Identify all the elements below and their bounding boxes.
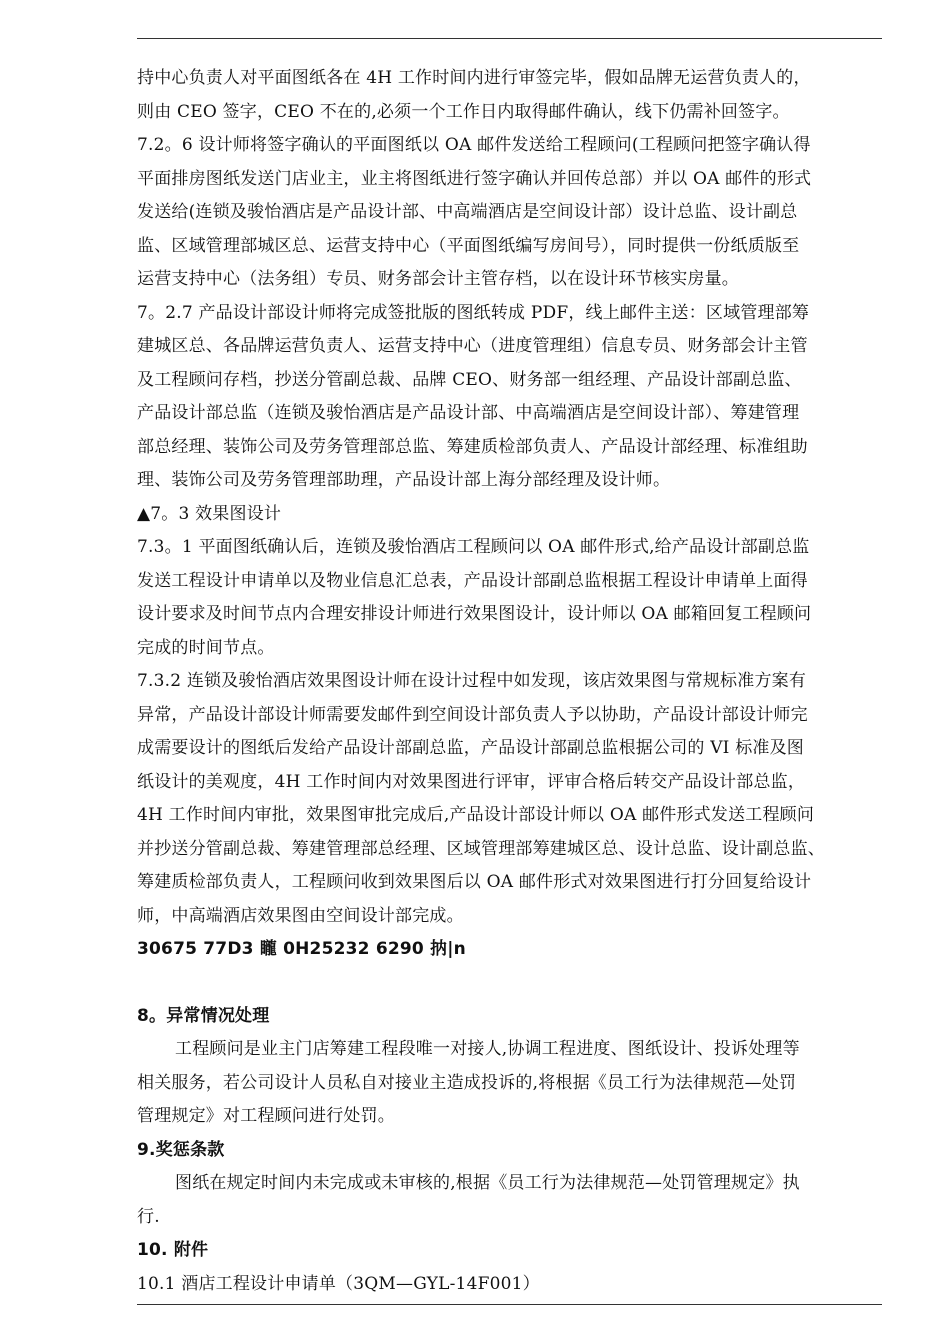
clause-7-3-1: 7.3。1 平面图纸确认后，连锁及骏怡酒店工程顾问以 OA 邮件形式,给产品设计部副总监 bbox=[137, 537, 810, 557]
clause-7-2-6: 7.2。6 设计师将签字确认的平面图纸以 OA 邮件发送给工程顾问(工程顾问把签字确认得 bbox=[137, 135, 811, 155]
section-8-line: 相关服务，若公司设计人员私自对接业主造成投诉的,将根据《员工行为法律规范—处罚 bbox=[137, 1072, 797, 1093]
section-8-line: 工程顾问是业主门店筹建工程段唯一对接人,协调工程进度、图纸设计、投诉处理等 bbox=[175, 1039, 800, 1059]
section-7-3-heading: ▲7。3 效果图设计 bbox=[137, 503, 282, 524]
section-9-heading: 9.奖惩条款 bbox=[137, 1139, 225, 1160]
body-line: 筹建质检部负责人，工程顾问收到效果图后以 OA 邮件形式对效果图进行打分回复给设计 bbox=[137, 872, 812, 892]
body-line: 完成的时间节点。 bbox=[137, 637, 275, 658]
section-9-line: 行. bbox=[137, 1206, 160, 1227]
body-line: 平面排房图纸发送门店业主，业主将图纸进行签字确认并回传总部）并以 OA 邮件的形式 bbox=[137, 168, 812, 189]
footer-rule bbox=[137, 1304, 882, 1305]
body-line: 异常，产品设计部设计师需要发邮件到空间设计部负责人予以协助，产品设计部设计师完 bbox=[137, 704, 808, 725]
section-8-heading: 8。异常情况处理 bbox=[137, 1005, 270, 1026]
body-line: 及工程顾问存档，抄送分管副总裁、品牌 CEO、财务部一组经理、产品设计部副总监、 bbox=[137, 369, 802, 390]
section-8-line: 管理规定》对工程顾问进行处罚。 bbox=[137, 1106, 395, 1126]
body-line: 产品设计部总监（连锁及骏怡酒店是产品设计部、中高端酒店是空间设计部）、筹建管理 bbox=[137, 403, 800, 423]
body-line: 纸设计的美观度，4H 工作时间内对效果图进行评审，评审合格后转交产品设计部总监， bbox=[137, 771, 806, 792]
body-line: 并抄送分管副总裁、筹建管理部总经理、区域管理部筹建城区总、设计总监、设计副总监、 bbox=[137, 838, 825, 859]
section-10-heading: 10. 附件 bbox=[137, 1240, 209, 1260]
clause-7-3-2: 7.3.2 连锁及骏怡酒店效果图设计师在设计过程中如发现，该店效果图与常规标准方案有 bbox=[137, 671, 807, 691]
section-9-line: 图纸在规定时间内未完成或未审核的,根据《员工行为法律规范—处罚管理规定》执 bbox=[175, 1173, 800, 1193]
body-line: 发送工程设计申请单以及物业信息汇总表，产品设计部副总监根据工程设计申请单上面得 bbox=[137, 570, 808, 591]
body-line: 理、装饰公司及劳务管理部助理，产品设计部上海分部经理及设计师。 bbox=[137, 470, 671, 490]
body-line: 设计要求及时间节点内合理安排设计师进行效果图设计，设计师以 OA 邮箱回复工程顾问 bbox=[137, 604, 812, 624]
body-line: 运营支持中心（法务组）专员、财务部会计主管存档，以在设计环节核实房量。 bbox=[137, 269, 739, 289]
body-line: 监、区域管理部城区总、运营支持中心（平面图纸编写房间号），同时提供一份纸质版至 bbox=[137, 235, 800, 256]
body-line: 发送给(连锁及骏怡酒店是产品设计部、中高端酒店是空间设计部）设计总监、设计副总 bbox=[137, 202, 798, 222]
attachment-item: 10.1 酒店工程设计申请单（3QM—GYL-14F001） bbox=[137, 1273, 540, 1294]
body-line: 建城区总、各品牌运营负责人、运营支持中心（进度管理组）信息专员、财务部会计主管 bbox=[137, 336, 808, 356]
garbled-code-line: 30675 77D3 矓 0H25232 6290 抐|n bbox=[137, 939, 466, 959]
body-line: 则由 CEO 签字，CEO 不在的,必须一个工作日内取得邮件确认，线下仍需补回签字。 bbox=[137, 101, 790, 122]
body-line: 4H 工作时间内审批，效果图审批完成后,产品设计部设计师以 OA 邮件形式发送工程顾问 bbox=[137, 805, 815, 825]
document-body bbox=[137, 62, 889, 1301]
body-line: 部总经理、装饰公司及劳务管理部总监、筹建质检部负责人、产品设计部经理、标准组助 bbox=[137, 436, 808, 457]
body-line: 成需要设计的图纸后发给产品设计部副总监，产品设计部副总监根据公司的 VI 标准及图 bbox=[137, 738, 804, 758]
spacer bbox=[137, 967, 889, 1000]
header-rule bbox=[137, 38, 882, 39]
body-line: 持中心负责人对平面图纸各在 4H 工作时间内进行审签完毕，假如品牌无运营负责人的， bbox=[137, 68, 811, 88]
clause-7-2-7: 7。2.7 产品设计部设计师将完成签批版的图纸转成 PDF，线上邮件主送：区域管理部筹 bbox=[137, 302, 810, 323]
body-line: 师，中高端酒店效果图由空间设计部完成。 bbox=[137, 905, 464, 926]
